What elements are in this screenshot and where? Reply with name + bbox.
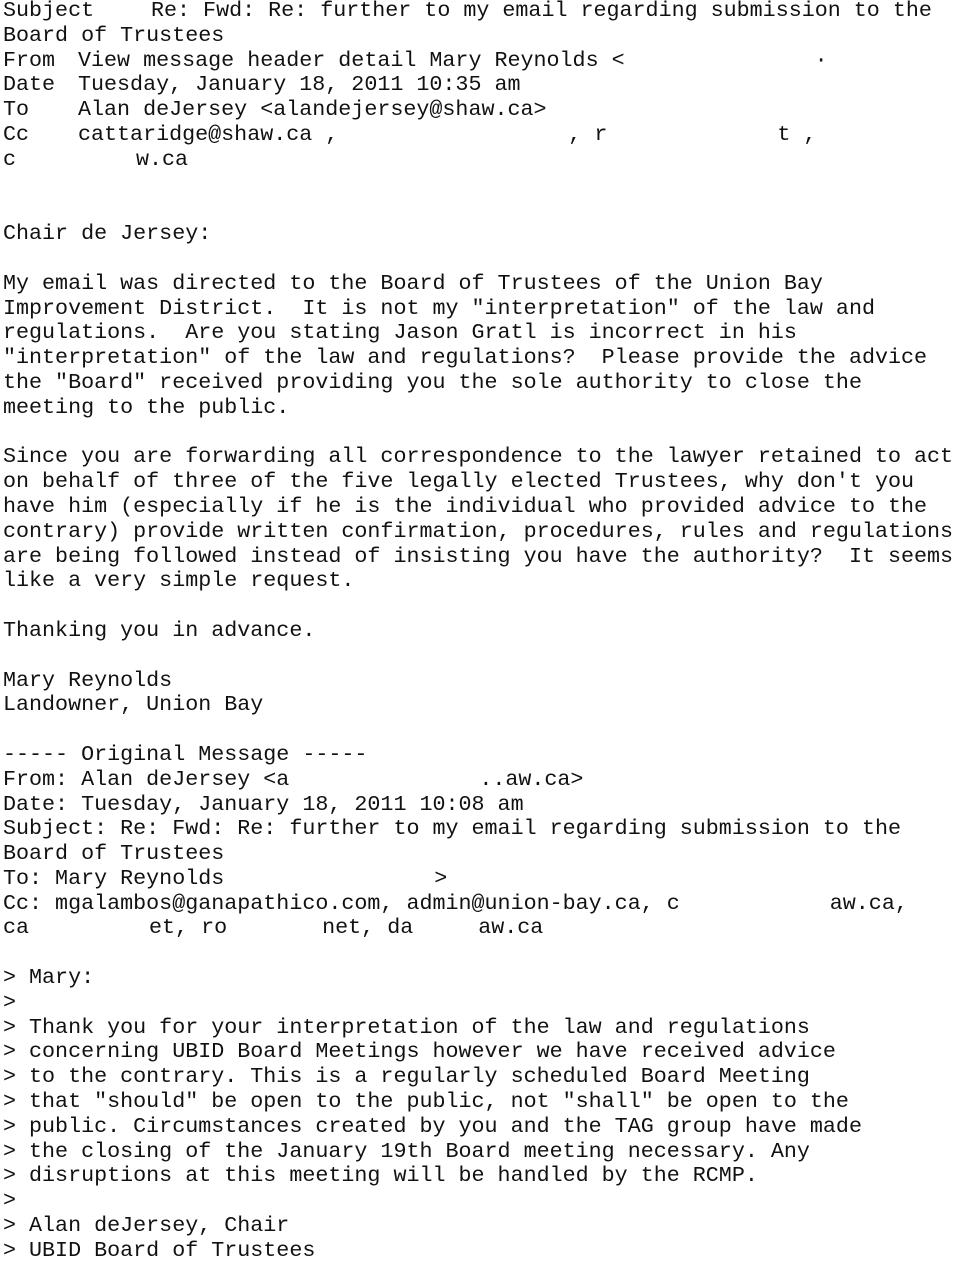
from-row bbox=[3, 49, 962, 74]
body-line: regulations. Are you stating Jason Gratl is incorrect in his bbox=[3, 321, 797, 346]
redacted-area bbox=[224, 867, 434, 889]
body-line: are being followed instead of insisting you have the authority? It seems bbox=[3, 544, 954, 569]
from-value: View message header detail Mary Reynolds < bbox=[78, 48, 625, 73]
redacted-area bbox=[338, 123, 568, 145]
redacted-area bbox=[607, 123, 777, 145]
cc-value-b: , r bbox=[568, 122, 608, 147]
original-from-text: From: Alan deJersey <a bbox=[3, 767, 290, 792]
quoted-line: > Alan deJersey, Chair bbox=[3, 1214, 290, 1239]
quoted-line: > that "should" be open to the public, not "shall" be open to the bbox=[3, 1090, 849, 1115]
body-line: contrary) provide written confirmation, procedures, rules and regulations bbox=[3, 519, 954, 544]
to-row bbox=[3, 98, 962, 123]
paragraph-1 bbox=[3, 272, 962, 421]
subject-label: Subject bbox=[3, 0, 95, 23]
redacted-area bbox=[227, 916, 322, 938]
redacted-area bbox=[29, 916, 149, 938]
original-to bbox=[3, 867, 962, 892]
redacted-area bbox=[16, 148, 136, 170]
cc-value-e: w.ca bbox=[136, 147, 189, 172]
original-to-text: To: Mary Reynolds bbox=[3, 866, 225, 891]
original-subject-cont: Board of Trustees bbox=[3, 842, 225, 867]
cc-row bbox=[3, 123, 962, 148]
signature-title: Landowner, Union Bay bbox=[3, 693, 264, 718]
cc-value-c: t , bbox=[777, 122, 817, 147]
subject-row-cont: Board of Trustees bbox=[3, 23, 225, 48]
original-cc-f: aw.ca bbox=[478, 916, 544, 941]
redacted-area bbox=[289, 768, 479, 790]
paragraph-2 bbox=[3, 445, 962, 594]
quoted-message bbox=[3, 966, 962, 1264]
thanks-line: Thanking you in advance. bbox=[3, 618, 316, 643]
original-cc bbox=[3, 892, 962, 917]
body-line: "interpretation" of the law and regulations? Please provide the advice bbox=[3, 346, 928, 371]
body-line: the "Board" received providing you the sole authority to close the bbox=[3, 370, 862, 395]
date-label: Date bbox=[3, 73, 56, 98]
signature-name: Mary Reynolds bbox=[3, 668, 173, 693]
body-line: My email was directed to the Board of Trustees of the Union Bay bbox=[3, 271, 823, 296]
quoted-line: > disruptions at this meeting will be handled by the RCMP. bbox=[3, 1164, 758, 1189]
original-cc-b: aw.ca, bbox=[829, 891, 908, 916]
original-from bbox=[3, 768, 962, 793]
original-date: Date: Tuesday, January 18, 2011 10:08 am bbox=[3, 792, 524, 817]
quoted-line: > concerning UBID Board Meetings however we have received advice bbox=[3, 1040, 836, 1065]
redacted-area bbox=[625, 49, 815, 71]
original-cc-e: net, da bbox=[322, 916, 414, 941]
original-subject: Subject: Re: Fwd: Re: further to my email regarding submission to the bbox=[3, 817, 902, 842]
email-document bbox=[3, 0, 962, 1264]
quoted-line: > the closing of the January 19th Board meeting necessary. Any bbox=[3, 1139, 810, 1164]
body-line: Improvement District. It is not my "interpretation" of the law and bbox=[3, 296, 875, 321]
subject-value: Re: Fwd: Re: further to my email regarding submission to the bbox=[151, 0, 932, 23]
quoted-line: > bbox=[3, 1189, 17, 1214]
to-value: Alan deJersey <alandejersey@shaw.ca> bbox=[78, 98, 547, 123]
original-divider: ----- Original Message ----- bbox=[3, 742, 368, 767]
quoted-line: > UBID Board of Trustees bbox=[3, 1238, 316, 1263]
body-line: Since you are forwarding all correspondence to the lawyer retained to act bbox=[3, 445, 954, 470]
cc-value-a: cattaridge@shaw.ca , bbox=[78, 122, 339, 147]
quoted-line: > Mary: bbox=[3, 966, 95, 991]
original-cc-a: Cc: mgalambos@ganapathico.com, admin@union-bay.ca, c bbox=[3, 891, 680, 916]
quoted-line: > public. Circumstances created by you and the TAG group have made bbox=[3, 1114, 862, 1139]
date-row bbox=[3, 73, 962, 98]
from-label: From bbox=[3, 48, 56, 73]
body-line: like a very simple request. bbox=[3, 569, 355, 594]
salutation: Chair de Jersey: bbox=[3, 222, 212, 247]
original-from-trail: ..aw.ca> bbox=[479, 767, 584, 792]
quoted-line: > bbox=[3, 990, 17, 1015]
cc-value-d: c bbox=[3, 147, 17, 172]
to-label: To bbox=[3, 98, 30, 123]
date-value: Tuesday, January 18, 2011 10:35 am bbox=[78, 73, 521, 98]
body-line: on behalf of three of the five legally elected Trustees, why don't you bbox=[3, 470, 915, 495]
subject-row bbox=[3, 0, 962, 24]
body-line: have him (especially if he is the individual who provided advice to the bbox=[3, 494, 928, 519]
body-line: meeting to the public. bbox=[3, 395, 290, 420]
quoted-line: > Thank you for your interpretation of the law and regulations bbox=[3, 1015, 810, 1040]
original-cc-d: et, ro bbox=[149, 916, 228, 941]
redacted-area bbox=[413, 916, 478, 938]
from-trail: · bbox=[814, 48, 828, 73]
original-cc-c: ca bbox=[3, 916, 30, 941]
quoted-line: > to the contrary. This is a regularly scheduled Board Meeting bbox=[3, 1065, 810, 1090]
original-to-trail: > bbox=[434, 866, 448, 891]
redacted-area bbox=[680, 892, 830, 914]
original-cc-cont bbox=[3, 916, 962, 941]
cc-row-cont bbox=[3, 148, 962, 173]
cc-label: Cc bbox=[3, 122, 30, 147]
